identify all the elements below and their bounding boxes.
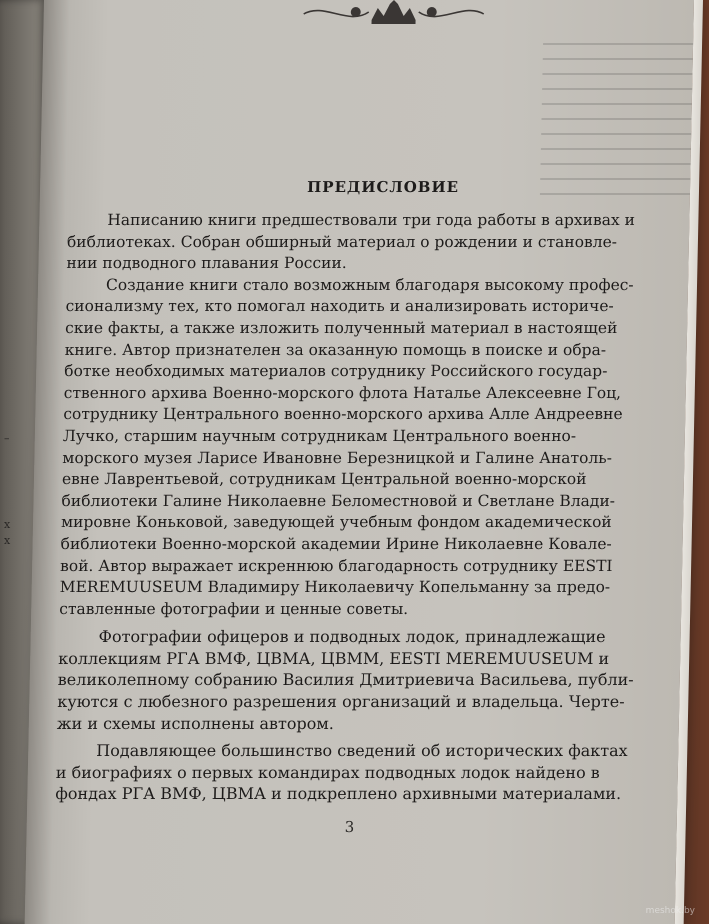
text-line: фондах РГА ВМФ, ЦВМА и подкреплено архивными материалами. [55, 784, 622, 804]
page-number: 3 [344, 818, 355, 836]
text-line: евне Лаврентьевой, сотрудникам Центральной военно-морской [61, 470, 587, 489]
book-page [25, 0, 694, 924]
crown-ornament-icon [293, 0, 494, 28]
text-line: библиотеках. Собран обширный материал о рождении и становле- [66, 232, 618, 251]
text-line: библиотеки Галине Николаевне Беломестновой и Светлане Влади- [61, 491, 616, 510]
paragraph [59, 275, 656, 621]
text-line: ственного архива Военно-морского флота Наталье Алексеевне Гоц, [63, 383, 622, 402]
text-line: Написанию книги предшествовали три года работы в архивах и [107, 211, 636, 229]
left-page-mark: – [4, 432, 10, 445]
text-line: Фотографии офицеров и подводных лодок, принадлежащие [98, 627, 606, 647]
page-title: ПРЕДИСЛОВИЕ [306, 178, 460, 196]
preface-body [55, 178, 658, 805]
text-line: MEREMUUSEUM Владимиру Николаевичу Копельманну за предо- [59, 578, 611, 597]
text-line: Создание книги стало возможным благодаря высокому профес- [105, 275, 634, 294]
text-line: вой. Автор выражает искреннюю благодарность сотруднику EESTI [59, 556, 613, 575]
text-line: библиотеки Военно-морской академии Ирине Николаевне Ковале- [60, 534, 612, 553]
text-line: куются с любезного разрешения организаций и владельца. Черте- [57, 692, 625, 712]
text-line: Подавляющее большинство сведений об исторических фактах [96, 741, 628, 761]
text-line: ботке необходимых материалов сотруднику Российского государ- [64, 362, 608, 381]
text-line: морского музея Ларисе Ивановне Березницкой и Галине Анатоль- [62, 448, 613, 467]
text-line: книге. Автор признателен за оказанную помощь в поиске и обра- [64, 340, 607, 359]
text-line: ские факты, а также изложить полученный материал в настоящей [64, 318, 618, 337]
paragraph [55, 740, 646, 805]
left-page-mark: x [4, 534, 11, 547]
text-line: сотруднику Центрального военно-морского архива Алле Андреевне [63, 405, 623, 424]
text-line: нии подводного плавания России. [66, 254, 347, 273]
watermark: meshok.by [645, 906, 695, 916]
text-line: и биографиях о первых командирах подводных лодок найдено в [55, 762, 600, 782]
paragraph [57, 626, 649, 734]
text-line: Лучко, старшим научным сотрудникам Центрального военно- [62, 426, 577, 445]
text-line: сионализму тех, кто помогал находить и анализировать историче- [65, 297, 614, 316]
left-page-mark: x [4, 518, 11, 531]
text-line: ставленные фотографии и ценные советы. [59, 599, 409, 618]
text-line: мировне Коньковой, заведующей учебным фондом академической [60, 513, 612, 532]
paragraph [66, 210, 657, 275]
text-line: коллекциям РГА ВМФ, ЦВМА, ЦВММ, EESTI MEREMUUSEUM и [58, 648, 610, 668]
text-line: жи и схемы исполнены автором. [56, 713, 335, 733]
text-line: великолепному собранию Василия Дмитриевича Васильева, публи- [57, 670, 634, 690]
